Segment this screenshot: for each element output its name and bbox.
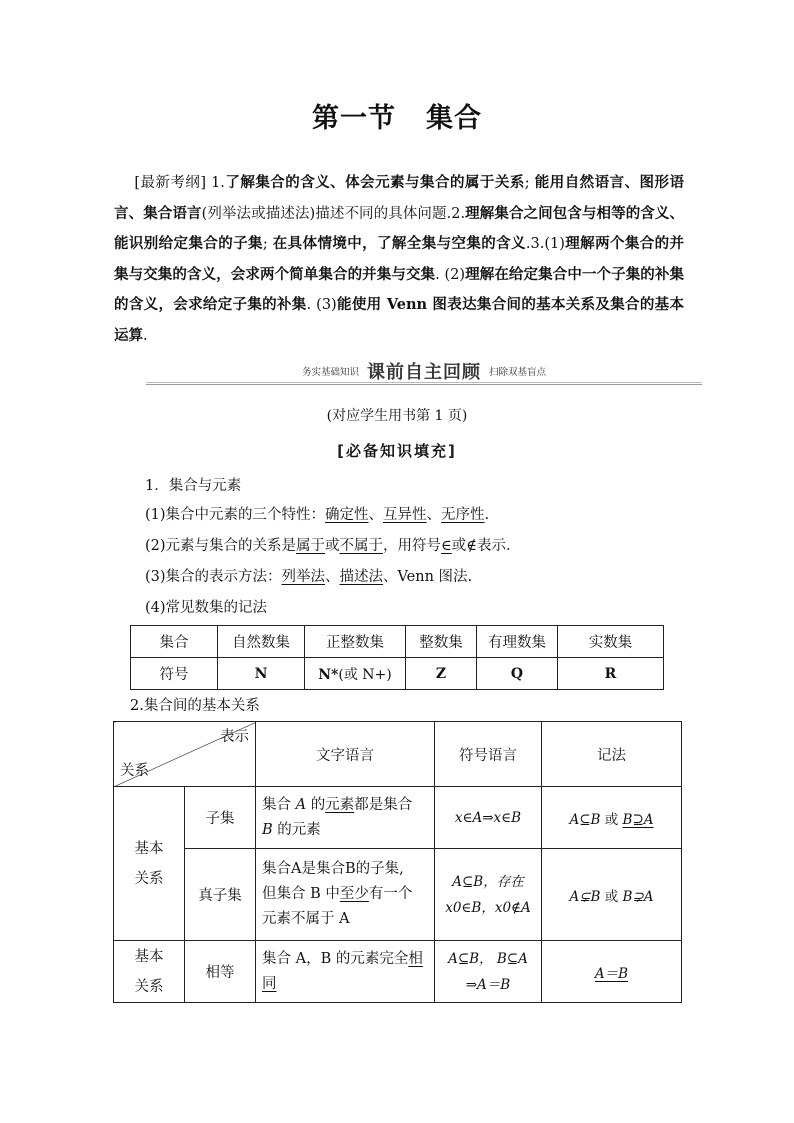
syllabus-bold: 理解在给定集合中一个子集的补集的含义，会求给定子集的补集 [114, 265, 685, 313]
text-language-cell [256, 941, 435, 1003]
table-header-cell: 实数集 [558, 626, 664, 658]
table-row [114, 787, 682, 849]
item-text: (1)集合中元素的三个特性： [145, 507, 326, 523]
item-sets-elements: 1．集合与元素 [145, 478, 242, 494]
item-text: (2)元素与集合的关系是 [145, 538, 297, 554]
table-header-cell: 文字语言 [256, 722, 435, 787]
group-label-line: 基本 [134, 840, 164, 857]
table-row [114, 722, 682, 787]
cell-line [262, 882, 428, 907]
answer-blank: 属于 [296, 538, 326, 554]
cell-text: 有一个 [368, 886, 413, 902]
cell-math: A [295, 796, 307, 813]
answer-blank: 相 [408, 950, 423, 967]
table-cell: R [558, 658, 664, 690]
syllabus-text: .3.(1) [525, 236, 565, 252]
group-label-line: 关系 [134, 978, 164, 995]
group-label-cell [114, 787, 185, 941]
cell-math: B⊋A [622, 888, 654, 905]
table-cell: Z [406, 658, 477, 690]
text-language-cell [256, 787, 435, 849]
cell-math: A⊆B [569, 811, 601, 828]
title-part-1: 第一节 [312, 103, 396, 134]
section-banner [146, 358, 702, 388]
item-text: 、 [368, 507, 384, 523]
table-cell [305, 658, 406, 690]
item-basic-relations: 2.集合间的基本关系 [130, 698, 260, 714]
answer-blank: B⊇A [622, 811, 654, 828]
group-label-line: 基本 [134, 948, 164, 965]
answer-blank: 同 [262, 975, 277, 992]
symbol-language-cell [435, 941, 542, 1003]
section-heading [0, 440, 794, 461]
table-header-cell: 正整数集 [305, 626, 406, 658]
item-text: 或 [325, 538, 340, 554]
syllabus-bold: 能使用 Venn 图表达集合间的基本关系及集合的基本运算 [114, 296, 684, 344]
table-row [131, 658, 664, 690]
banner-title: 课前自主回顾 [367, 362, 481, 383]
syllabus-bold: 能用自然语言、图形语言、集合语言 [114, 174, 684, 222]
table-row [131, 626, 664, 658]
item-number-sets: (4)常见数集的记法 [145, 600, 268, 616]
table-row [114, 849, 682, 941]
cell-math: A⊊B [569, 888, 601, 905]
cell-text: 都是集合 [354, 796, 413, 813]
page-title [0, 96, 794, 135]
notation-cell [542, 941, 682, 1003]
item-text: (3)集合的表示方法： [145, 569, 282, 585]
answer-blank: ∈ [441, 538, 452, 554]
table-header-cell: 符号语言 [435, 722, 542, 787]
cell-text: 集合 [262, 796, 296, 813]
answer-blank: A＝B [594, 965, 629, 982]
syllabus-paragraph [114, 168, 684, 351]
section-heading-text: 必备知识填充 [345, 442, 448, 460]
book-reference: (对应学生用书第 1 页) [326, 408, 468, 424]
text-language-cell [256, 849, 435, 941]
table-header-cell: 有理数集 [477, 626, 558, 658]
item-representation [145, 565, 472, 586]
syllabus-bold: 了解集合的含义、体会元素与集合的属于关系 [224, 174, 525, 191]
cell-text: 集合A是集合B的子集, [262, 861, 404, 877]
item-text: 或∉表示. [451, 538, 511, 554]
corner-bottom-label: 关系 [120, 763, 149, 779]
syllabus-bold: 在具体情境中，了解全集与空集的含义 [272, 235, 526, 252]
group-label-cell [114, 941, 185, 1003]
cell-text: 的元素 [272, 821, 321, 838]
item-text: 、 [325, 569, 340, 585]
cell-math: A⊆B，存在 [452, 873, 524, 890]
item-text: . [484, 507, 490, 523]
cell-text: 或 [600, 888, 623, 905]
syllabus-text: . (2) [435, 266, 466, 283]
banner-left-text: 务实基础知识 [301, 367, 359, 378]
cell-math: x0∈B，x0∉A [445, 899, 531, 916]
cell-text: 集合 A，B 的元素完全 [262, 950, 409, 967]
item-element-properties [145, 503, 489, 524]
answer-blank: 描述法 [339, 569, 384, 585]
answer-blank: 确定性 [325, 507, 369, 523]
cell-text: 但集合 B 中 [262, 886, 340, 902]
table-header-cell: 自然数集 [218, 626, 305, 658]
answer-blank: 无序性 [441, 507, 485, 523]
cell-text: 元素不属于 A [262, 911, 350, 927]
cell-math: B [262, 821, 273, 838]
syllabus-text: . [143, 327, 148, 344]
notation-cell [542, 787, 682, 849]
syllabus-text: (列举法或描述法)描述不同的具体问题.2. [201, 205, 466, 222]
symbol-nstar: N* [318, 666, 339, 683]
syllabus-tag: [最新考纲] [134, 175, 206, 191]
number-sets-table [130, 625, 664, 690]
relation-name-cell: 相等 [185, 941, 256, 1003]
symbol-language-cell [435, 849, 542, 941]
left-bracket: [ [337, 442, 346, 460]
cell-text: 的 [306, 796, 326, 813]
item-text: 、Venn 图法. [383, 569, 473, 585]
table-header-cell: 记法 [542, 722, 682, 787]
syllabus-bold: 理解集合之间包含与相等的含义、能识别给定集合的子集 [114, 204, 684, 252]
corner-top-label: 表示 [220, 729, 249, 745]
right-bracket: ] [448, 442, 457, 460]
answer-blank: 元素 [325, 796, 355, 813]
banner-right-text: 扫除双基盲点 [489, 367, 547, 378]
syllabus-bold: 理解两个集合的并集与交集的含义，会求两个简单集合的并集与交集 [114, 235, 685, 283]
table-header-cell: 整数集 [406, 626, 477, 658]
item-text: ，用符号 [383, 538, 442, 554]
item-text: 、 [426, 507, 442, 523]
notation-cell [542, 849, 682, 941]
table-row-label: 符号 [131, 658, 218, 690]
relation-name-cell: 真子集 [185, 849, 256, 941]
set-relations-table [113, 721, 682, 1003]
answer-blank: 不属于 [339, 538, 384, 554]
symbol-or-text: (或 N+) [338, 666, 392, 683]
answer-blank: 互异性 [383, 507, 427, 523]
table-row [114, 941, 682, 1003]
item-element-relation [145, 534, 511, 555]
syllabus-text: 1. [206, 175, 225, 191]
relation-name-cell: 子集 [185, 787, 256, 849]
cell-math: A⊆B， B⊆A [448, 950, 528, 967]
diagonal-header-cell [114, 722, 256, 787]
cell-text: 或 [600, 811, 623, 828]
title-part-2: 集合 [426, 103, 482, 134]
symbol-language-cell: x∈A⇒x∈B [435, 787, 542, 849]
syllabus-text: . (3) [306, 297, 337, 313]
table-cell: Q [477, 658, 558, 690]
syllabus-text: ; [262, 236, 273, 252]
cell-math: ⇒A＝B [465, 976, 511, 993]
group-label-line: 关系 [134, 870, 164, 887]
table-cell: N [218, 658, 305, 690]
syllabus-text: ; [524, 175, 535, 191]
table-header-cell: 集合 [131, 626, 218, 658]
answer-blank: 至少 [339, 886, 369, 902]
answer-blank: 列举法 [281, 569, 326, 585]
